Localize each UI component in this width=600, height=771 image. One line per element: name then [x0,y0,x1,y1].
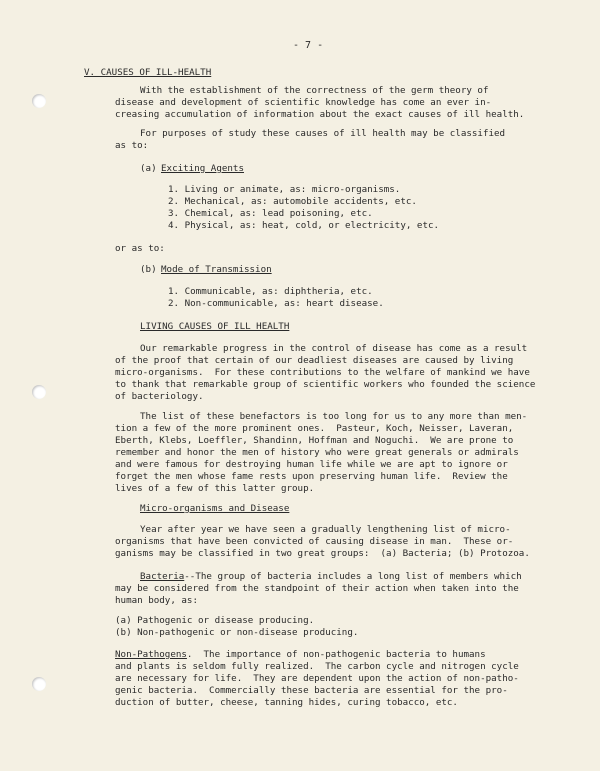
exciting-agents-label: (a) [140,163,157,174]
punch-hole [32,677,46,691]
progress-line: to thank that remarkable group of scientific workers who founded the science [115,379,536,390]
list-item: 4. Physical, as: heat, cold, or electricity, etc. [168,220,440,231]
page-number: - 7 - [293,40,324,51]
benefactors-line: and were famous for destroying human life while we are apt to ignore or [115,459,508,470]
non-pathogens-first-line [115,649,486,662]
list-item: 2. Non-communicable, as: heart disease. [168,298,384,309]
micro-heading: Micro-organisms and Disease [140,503,290,514]
benefactors-line: Eberth, Klebs, Loeffler, Shandinn, Hoffman and Noguchi. We are prone to [115,435,514,446]
list-item: (b) Non-pathogenic or non-disease producing. [115,627,359,638]
exciting-agents-title: Exciting Agents [161,163,244,174]
bacteria-first-rest: --The group of bacteria includes a long list of members which [184,571,522,582]
bacteria-line: may be considered from the standpoint of their action when taken into the [115,583,519,594]
intro-line: disease and development of scientific knowledge has come an ever in- [115,97,492,108]
bacteria-line: human body, as: [115,595,198,606]
non-pathogens-term: Non-Pathogens [115,649,187,660]
bacteria-term: Bacteria [140,571,185,582]
bacteria-first-line [140,571,522,584]
progress-line: micro-organisms. For these contributions to the welfare of mankind we have [115,367,530,378]
purpose-line: For purposes of study these causes of ill health may be classified [140,128,506,139]
benefactors-line: forget the men whose fame rests upon preserving human life. Review the [115,471,508,482]
micro-line: organisms that have been convicted of causing disease in man. These or- [115,536,514,547]
punch-hole [32,94,46,108]
intro-line: creasing accumulation of information about the exact causes of ill health. [115,109,525,120]
non-pathogens-line: and plants is seldom fully realized. The carbon cycle and nitrogen cycle [115,661,519,672]
living-causes-heading: LIVING CAUSES OF ILL HEALTH [140,321,290,332]
list-item: (a) Pathogenic or disease producing. [115,615,315,626]
list-item: 2. Mechanical, as: automobile accidents, etc. [168,196,417,207]
micro-line: ganisms may be classified in two great groups: (a) Bacteria; (b) Protozoa. [115,548,530,559]
list-item: 3. Chemical, as: lead poisoning, etc. [168,208,373,219]
list-item: 1. Communicable, as: diphtheria, etc. [168,286,373,297]
benefactors-line: The list of these benefactors is too long for us to any more than men- [140,411,528,422]
transmission-label: (b) [140,264,157,275]
progress-line: of the proof that certain of our deadliest diseases are caused by living [115,355,514,366]
intro-line: With the establishment of the correctness of the germ theory of [140,85,489,96]
micro-line: Year after year we have seen a gradually lengthening list of micro- [140,524,511,535]
non-pathogens-line: duction of butter, cheese, tanning hides, curing tobacco, etc. [115,697,458,708]
purpose-line: as to: [115,140,149,151]
benefactors-line: tion a few of the more prominent ones. Pasteur, Koch, Neisser, Laveran, [115,423,514,434]
benefactors-line: lives of a few of this latter group. [115,483,315,494]
benefactors-line: remember and honor the men of history who were great generals or admirals [115,447,519,458]
non-pathogens-line: are necessary for life. They are dependent upon the action of non-patho- [115,673,519,684]
punch-hole [32,385,46,399]
non-pathogens-first-rest: . The importance of non-pathogenic bacteria to humans [186,649,486,660]
section-heading: V. CAUSES OF ILL-HEALTH [84,67,212,78]
non-pathogens-line: genic bacteria. Commercially these bacteria are essential for the pro- [115,685,508,696]
or-as-to: or as to: [115,243,165,254]
progress-line: Our remarkable progress in the control of disease has come as a result [140,343,528,354]
list-item: 1. Living or animate, as: micro-organisms. [168,184,401,195]
transmission-title: Mode of Transmission [161,264,272,275]
progress-line: of bacteriology. [115,391,204,402]
